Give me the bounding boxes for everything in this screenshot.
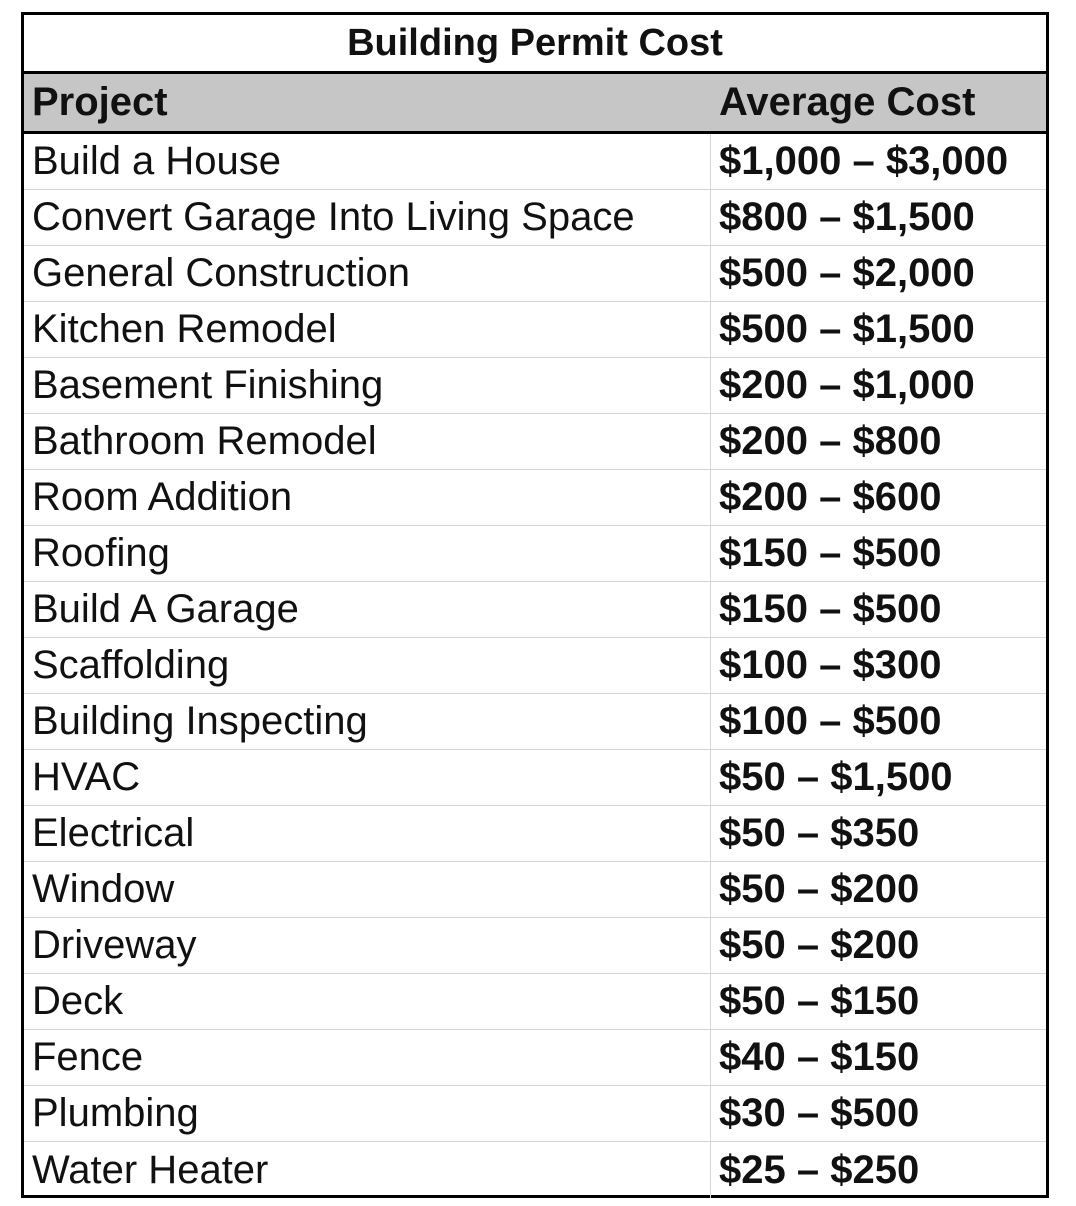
project-cell: Kitchen Remodel — [24, 302, 711, 357]
average-cost-cell: $200 – $800 — [719, 419, 942, 463]
table-row — [24, 694, 1046, 750]
average-cost-cell: $1,000 – $3,000 — [719, 139, 1009, 183]
project-cell: Deck — [24, 974, 711, 1029]
average-cost-cell: $150 – $500 — [719, 531, 942, 575]
average-cost-cell: $50 – $200 — [719, 867, 920, 911]
table-title: Building Permit Cost — [24, 15, 1046, 74]
column-header-project: Project — [32, 80, 168, 124]
average-cost-cell: $25 – $250 — [719, 1147, 920, 1192]
project-cell: Room Addition — [24, 470, 711, 525]
project-cell: Fence — [24, 1030, 711, 1085]
average-cost-cell: $100 – $500 — [719, 699, 942, 743]
average-cost-cell: $800 – $1,500 — [719, 195, 975, 239]
project-cell: Build a House — [24, 134, 711, 189]
table-row — [24, 638, 1046, 694]
table-header-row — [24, 74, 1046, 134]
average-cost-cell: $200 – $600 — [719, 475, 942, 519]
column-header-average-cost: Average Cost — [719, 80, 976, 124]
project-cell: Window — [24, 862, 711, 917]
average-cost-cell: $150 – $500 — [719, 587, 942, 631]
project-cell: Water Heater — [24, 1142, 711, 1198]
project-cell: Scaffolding — [24, 638, 711, 693]
average-cost-cell: $500 – $2,000 — [719, 251, 975, 295]
average-cost-cell: $30 – $500 — [719, 1091, 920, 1135]
table-row — [24, 526, 1046, 582]
project-cell: HVAC — [24, 750, 711, 805]
project-cell: Bathroom Remodel — [24, 414, 711, 469]
table-row — [24, 1086, 1046, 1142]
average-cost-cell: $50 – $1,500 — [719, 755, 953, 799]
table-body — [24, 134, 1046, 1198]
project-cell: General Construction — [24, 246, 711, 301]
table-row — [24, 750, 1046, 806]
average-cost-cell: $50 – $200 — [719, 923, 920, 967]
table-row — [24, 974, 1046, 1030]
table-row — [24, 358, 1046, 414]
table-row — [24, 582, 1046, 638]
project-cell: Building Inspecting — [24, 694, 711, 749]
project-cell: Basement Finishing — [24, 358, 711, 413]
project-cell: Build A Garage — [24, 582, 711, 637]
project-cell: Driveway — [24, 918, 711, 973]
project-cell: Roofing — [24, 526, 711, 581]
table-row — [24, 246, 1046, 302]
table-row — [24, 470, 1046, 526]
table-row — [24, 134, 1046, 190]
table-row — [24, 1142, 1046, 1198]
permit-cost-table — [21, 12, 1049, 1198]
table-row — [24, 414, 1046, 470]
average-cost-cell: $50 – $150 — [719, 979, 920, 1023]
average-cost-cell: $100 – $300 — [719, 643, 942, 687]
table-row — [24, 806, 1046, 862]
average-cost-cell: $50 – $350 — [719, 811, 920, 855]
project-cell: Plumbing — [24, 1086, 711, 1141]
project-cell: Electrical — [24, 806, 711, 861]
project-cell: Convert Garage Into Living Space — [24, 190, 711, 245]
table-row — [24, 302, 1046, 358]
average-cost-cell: $200 – $1,000 — [719, 363, 975, 407]
table-row — [24, 1030, 1046, 1086]
table-row — [24, 190, 1046, 246]
average-cost-cell: $40 – $150 — [719, 1035, 920, 1079]
table-row — [24, 918, 1046, 974]
average-cost-cell: $500 – $1,500 — [719, 307, 975, 351]
table-row — [24, 862, 1046, 918]
